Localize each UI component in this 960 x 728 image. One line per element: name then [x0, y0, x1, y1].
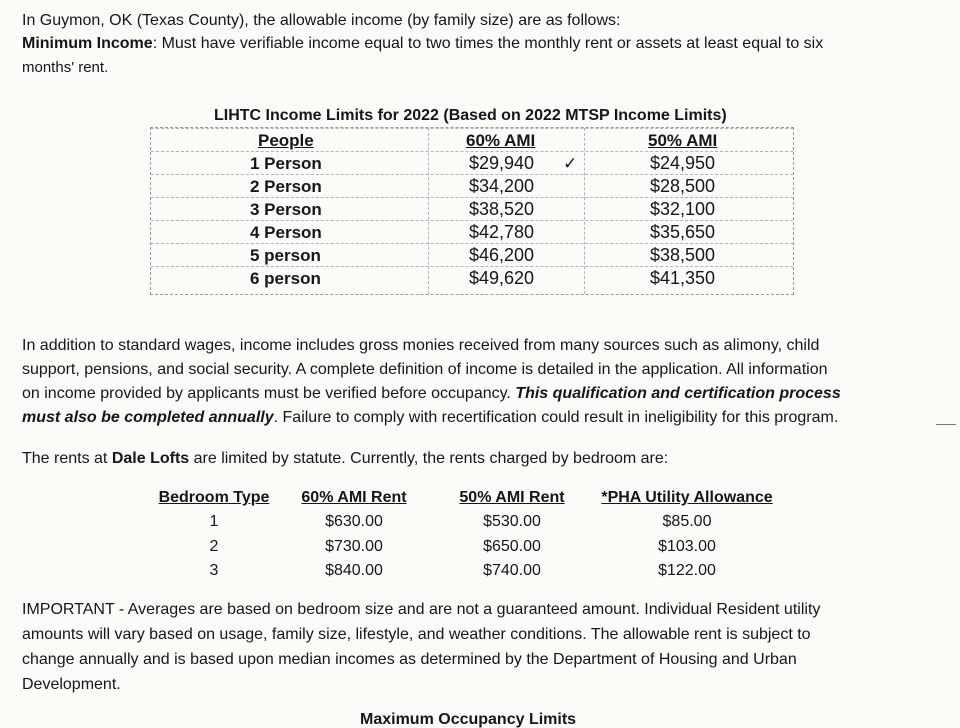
bedroom-cell: 3	[209, 562, 219, 579]
people-cell: 4 Person	[250, 223, 322, 242]
qualification-emphasis: This qualification and certification process	[515, 385, 841, 402]
income-definition-line-3	[22, 382, 841, 406]
table-row	[151, 220, 793, 244]
rents-statement-a: The rents at	[22, 450, 112, 467]
verification-text: on income provided by applicants must be verified before occupancy.	[22, 385, 516, 402]
ami60-cell: $38,520	[469, 199, 535, 219]
rent60-cell: $840.00	[325, 562, 383, 579]
bedroom-cell: 2	[209, 538, 219, 555]
important-line-3: change annually and is based upon median incomes as determined by the Department of Housing and Urban	[22, 651, 797, 668]
ami50-cell: $35,650	[650, 222, 716, 242]
table-row	[151, 266, 793, 290]
ami50-cell: $28,500	[650, 176, 716, 196]
rents-statement-c: are limited by statute. Currently, the rents charged by bedroom are:	[189, 450, 669, 467]
table-row	[151, 151, 793, 175]
property-name: Dale Lofts	[111, 450, 190, 467]
minimum-income-text-2: months' rent.	[22, 59, 109, 76]
minimum-income-line	[22, 32, 823, 56]
people-cell: 3 Person	[250, 200, 322, 219]
rent60-cell: $730.00	[325, 538, 383, 555]
table-row	[151, 197, 793, 221]
income-table-title: LIHTC Income Limits for 2022 (Based on 2022 MTSP Income Limits)	[214, 107, 727, 124]
ami50-cell: $24,950	[650, 153, 716, 173]
ami60-cell: $34,200	[469, 176, 535, 196]
header-utility-allowance: *PHA Utility Allowance	[601, 489, 773, 506]
income-definition-line-2: support, pensions, and social security. A complete definition of income is detailed in the application. All information	[22, 361, 828, 378]
recertification-text: . Failure to comply with recertification could result in ineligibility for this program.	[273, 409, 839, 426]
important-line-2: amounts will vary based on usage, family size, lifestyle, and weather conditions. The allowable rent is subject to	[22, 626, 811, 643]
scan-mark	[936, 424, 956, 427]
rent50-cell: $650.00	[483, 538, 541, 555]
people-cell: 6 person	[250, 269, 321, 288]
ami50-cell: $32,100	[650, 199, 716, 219]
next-section-heading: Maximum Occupancy Limits	[360, 711, 577, 728]
ami60-cell: $46,200	[469, 245, 535, 265]
utility-cell: $103.00	[658, 538, 716, 555]
ami60-cell: $42,780	[469, 222, 535, 242]
header-60-ami: 60% AMI	[466, 131, 536, 150]
rent60-cell: $630.00	[325, 513, 383, 530]
income-definition-line-4	[22, 406, 838, 430]
header-50-ami: 50% AMI	[648, 131, 718, 150]
rent50-cell: $740.00	[483, 562, 541, 579]
people-cell: 5 person	[250, 246, 321, 265]
important-line-1: IMPORTANT - Averages are based on bedroom size and are not a guaranteed amount. Individual Resident utility	[22, 601, 821, 618]
intro-line-1: In Guymon, OK (Texas County), the allowable income (by family size) are as follows:	[22, 12, 621, 29]
people-cell: 1 Person	[250, 154, 322, 173]
income-limits-table	[150, 127, 794, 295]
table-row	[151, 243, 793, 267]
table-header-row	[151, 128, 793, 152]
check-mark-icon: ✓	[563, 154, 578, 173]
minimum-income-label: Minimum Income	[22, 35, 153, 52]
rents-statement	[22, 447, 668, 471]
annual-emphasis: must also be completed annually	[22, 409, 274, 426]
ami50-cell: $41,350	[650, 268, 716, 288]
bedroom-cell: 1	[209, 513, 219, 530]
important-line-4: Development.	[22, 676, 121, 693]
table-row	[151, 174, 793, 198]
header-bedroom-type: Bedroom Type	[158, 489, 270, 506]
people-cell: 2 Person	[250, 177, 322, 196]
header-people: People	[258, 131, 314, 150]
header-60-ami-rent: 60% AMI Rent	[301, 489, 407, 506]
income-definition-line-1: In addition to standard wages, income includes gross monies received from many sources such as alimony, child	[22, 337, 820, 354]
utility-cell: $122.00	[658, 562, 716, 579]
header-50-ami-rent: 50% AMI Rent	[459, 489, 565, 506]
ami60-cell: $29,940	[469, 153, 535, 173]
utility-cell: $85.00	[662, 513, 712, 530]
rent50-cell: $530.00	[483, 513, 541, 530]
ami50-cell: $38,500	[650, 245, 716, 265]
minimum-income-text: : Must have verifiable income equal to two times the monthly rent or assets at least equal to six	[152, 35, 824, 52]
ami60-cell: $49,620	[469, 268, 535, 288]
